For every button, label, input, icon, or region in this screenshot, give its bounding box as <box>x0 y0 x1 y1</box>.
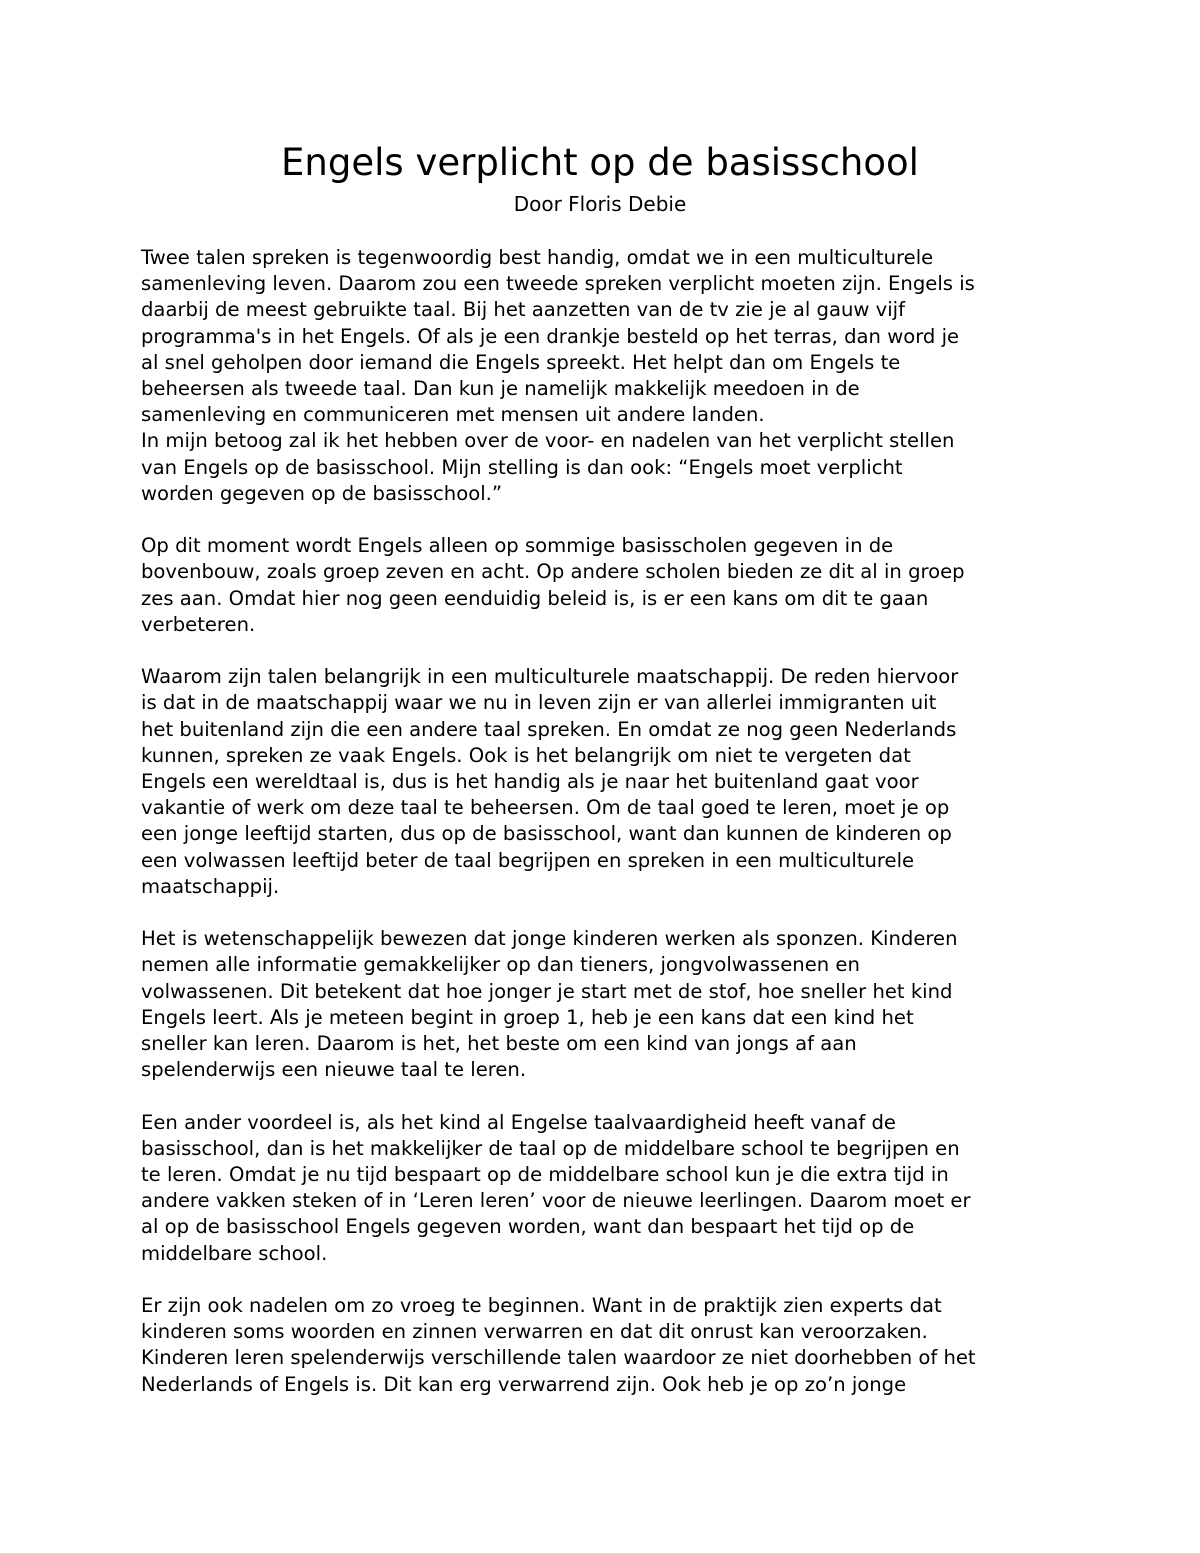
text-line: volwassenen. Dit betekent dat hoe jonger je start met de stof, hoe sneller het kind <box>141 979 953 1003</box>
paragraph <box>141 926 1071 1083</box>
text-line: Engels leert. Als je meteen begint in groep 1, heb je een kans dat een kind het <box>141 1005 914 1029</box>
text-line: een jonge leeftijd starten, dus op de basisschool, want dan kunnen de kinderen op <box>141 822 952 846</box>
text-line: Twee talen spreken is tegenwoordig best handig, omdat we in een multiculturele <box>141 246 934 269</box>
text-line: Op dit moment wordt Engels alleen op sommige basisscholen gegeven in de <box>141 534 894 558</box>
document-author: Door Floris Debie <box>513 192 687 216</box>
text-line: nemen alle informatie gemakkelijker op dan tieners, jongvolwassenen en <box>141 953 860 977</box>
paragraph <box>141 1110 1071 1267</box>
paragraph <box>141 245 1071 507</box>
text-line: van Engels op de basisschool. Mijn stelling is dan ook: “Engels moet verplicht <box>141 455 903 479</box>
text-line: programma's in het Engels. Of als je een drankje besteld op het terras, dan word je <box>141 324 960 348</box>
text-line: spelenderwijs een nieuwe taal te leren. <box>141 1058 527 1082</box>
text-line: maatschappij. <box>141 874 280 898</box>
text-line: verbeteren. <box>141 612 256 636</box>
text-line: kunnen, spreken ze vaak Engels. Ook is het belangrijk om niet te vergeten dat <box>141 743 911 767</box>
text-line: daarbij de meest gebruikte taal. Bij het aanzetten van de tv zie je al gauw vijf <box>141 298 906 322</box>
text-line: andere vakken steken of in ‘Leren leren’ voor de nieuwe leerlingen. Daarom moet er <box>141 1189 971 1213</box>
text-line: bovenbouw, zoals groep zeven en acht. Op andere scholen bieden ze dit al in groep <box>141 560 965 584</box>
text-line: zes aan. Omdat hier nog geen eenduidig beleid is, is er een kans om dit te gaan <box>141 586 929 610</box>
text-line: samenleving en communiceren met mensen uit andere landen. <box>141 403 765 427</box>
paragraph <box>141 533 1071 638</box>
text-line: al op de basisschool Engels gegeven worden, want dan bespaart het tijd op de <box>141 1215 915 1239</box>
text-line: Nederlands of Engels is. Dit kan erg verwarrend zijn. Ook heb je op zo’n jonge <box>141 1372 907 1396</box>
text-line: sneller kan leren. Daarom is het, het beste om een kind van jongs af aan <box>141 1032 857 1056</box>
text-line: middelbare school. <box>141 1241 328 1265</box>
text-line: samenleving leven. Daarom zou een tweede spreken verplicht moeten zijn. Engels is <box>141 272 975 296</box>
text-line: Een ander voordeel is, als het kind al Engelse taalvaardigheid heeft vanaf de <box>141 1110 896 1134</box>
text-line: Er zijn ook nadelen om zo vroeg te beginnen. Want in de praktijk zien experts dat <box>141 1294 942 1318</box>
text-line: In mijn betoog zal ik het hebben over de voor- en nadelen van het verplicht stellen <box>141 429 955 453</box>
text-line: vakantie of werk om deze taal te beheersen. Om de taal goed te leren, moet je op <box>141 796 950 820</box>
text-line: is dat in de maatschappij waar we nu in leven zijn er van allerlei immigranten uit <box>141 691 937 715</box>
document-title: Engels verplicht op de basisschool <box>281 141 919 184</box>
text-line: Kinderen leren spelenderwijs verschillende talen waardoor ze niet doorhebben of het <box>141 1346 976 1370</box>
text-line: Waarom zijn talen belangrijk in een multiculturele maatschappij. De reden hiervoor <box>141 665 959 689</box>
paragraph <box>141 664 1071 900</box>
text-line: beheersen als tweede taal. Dan kun je namelijk makkelijk meedoen in de <box>141 377 860 401</box>
text-line: Het is wetenschappelijk bewezen dat jonge kinderen werken als sponzen. Kinderen <box>141 927 958 951</box>
text-line: een volwassen leeftijd beter de taal begrijpen en spreken in een multiculturele <box>141 848 915 872</box>
text-line: worden gegeven op de basisschool.” <box>141 481 503 505</box>
text-line: te leren. Omdat je nu tijd bespaart op de middelbare school kun je die extra tijd in <box>141 1163 949 1187</box>
text-line: basisschool, dan is het makkelijker de taal op de middelbare school te begrijpen en <box>141 1136 960 1160</box>
text-line: Engels een wereldtaal is, dus is het handig als je naar het buitenland gaat voor <box>141 770 919 794</box>
text-line: het buitenland zijn die een andere taal spreken. En omdat ze nog geen Nederlands <box>141 717 957 741</box>
paragraph <box>141 1293 1071 1398</box>
text-line: kinderen soms woorden en zinnen verwarren en dat dit onrust kan veroorzaken. <box>141 1320 928 1344</box>
text-line: al snel geholpen door iemand die Engels spreekt. Het helpt dan om Engels te <box>141 350 901 374</box>
document-body <box>141 245 1071 1424</box>
